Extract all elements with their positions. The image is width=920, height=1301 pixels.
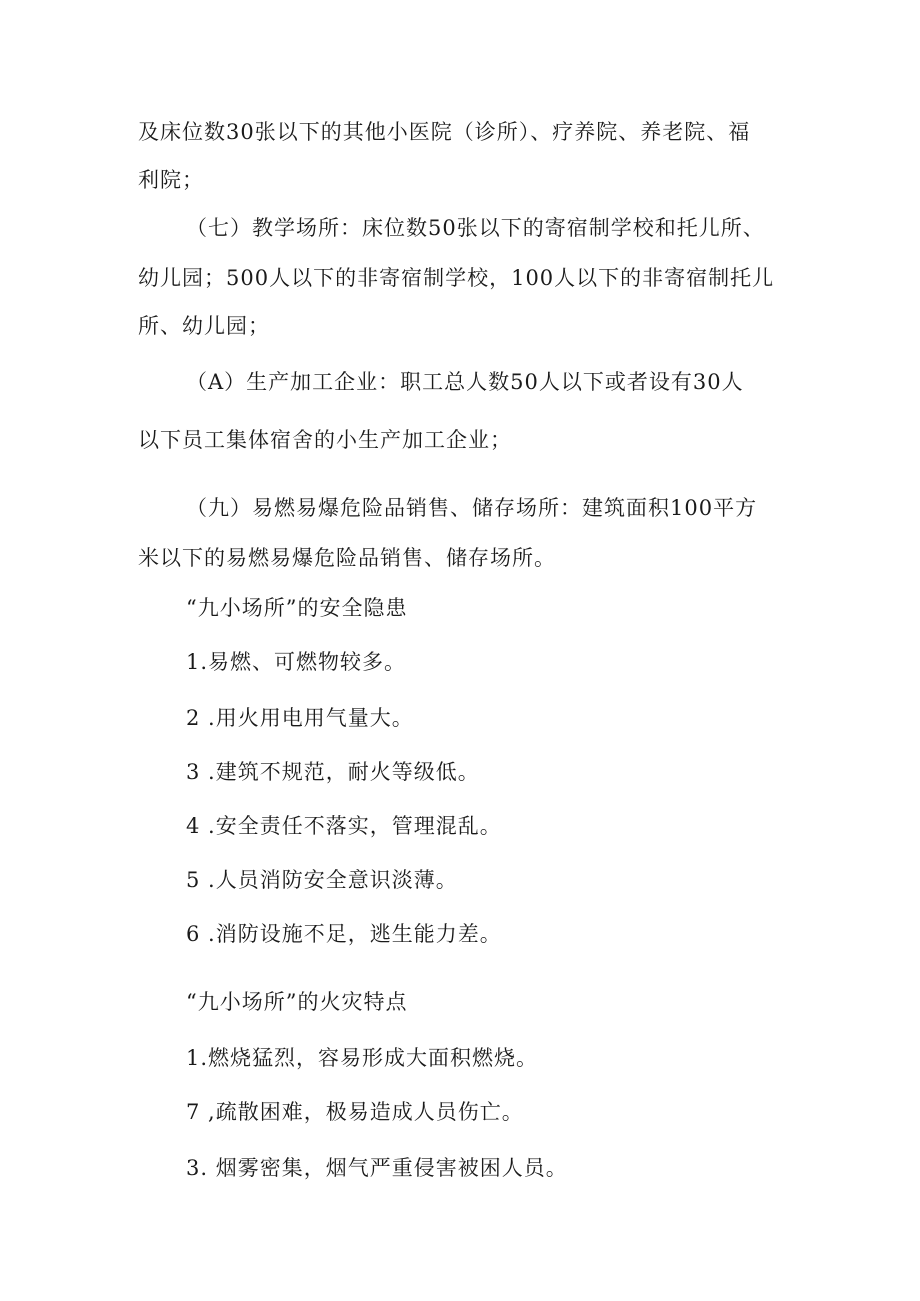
list-item: 7 ,疏散困难，极易造成人员伤亡。: [186, 1100, 524, 1124]
paragraph-line: 及床位数30张以下的其他小医院（诊所）、疗养院、养老院、福: [138, 120, 751, 144]
list-item: 4 .安全责任不落实，管理混乱。: [186, 814, 502, 838]
paragraph-line: 利院；: [138, 168, 204, 192]
list-item: 1.易燃、可燃物较多。: [186, 650, 407, 674]
paragraph-line: （九）易燃易爆危险品销售、储存场所：建筑面积100平方: [186, 496, 758, 520]
paragraph-line: （A）生产加工企业：职工总人数50人以下或者设有30人: [186, 370, 744, 394]
section-heading: “九小场所”的安全隐患: [186, 596, 408, 620]
list-item: 6 .消防设施不足，逃生能力差。: [186, 922, 502, 946]
list-item: 3 .建筑不规范，耐火等级低。: [186, 760, 480, 784]
list-item: 2 .用火用电用气量大。: [186, 706, 414, 730]
list-item: 3. 烟雾密集，烟气严重侵害被困人员。: [186, 1156, 568, 1180]
paragraph-line: （七）教学场所：床位数50张以下的寄宿制学校和托儿所、: [186, 216, 765, 240]
paragraph-line: 以下员工集体宿舍的小生产加工企业；: [138, 428, 512, 452]
paragraph-line: 米以下的易燃易爆危险品销售、储存场所。: [138, 546, 556, 570]
list-item: 5 .人员消防安全意识淡薄。: [186, 868, 458, 892]
section-heading: “九小场所”的火灾特点: [186, 990, 408, 1014]
list-item: 1.燃烧猛烈，容易形成大面积燃烧。: [186, 1046, 539, 1070]
paragraph-line: 幼儿园；500人以下的非寄宿制学校，100人以下的非寄宿制托儿: [138, 266, 775, 290]
paragraph-line: 所、幼儿园；: [138, 314, 270, 338]
